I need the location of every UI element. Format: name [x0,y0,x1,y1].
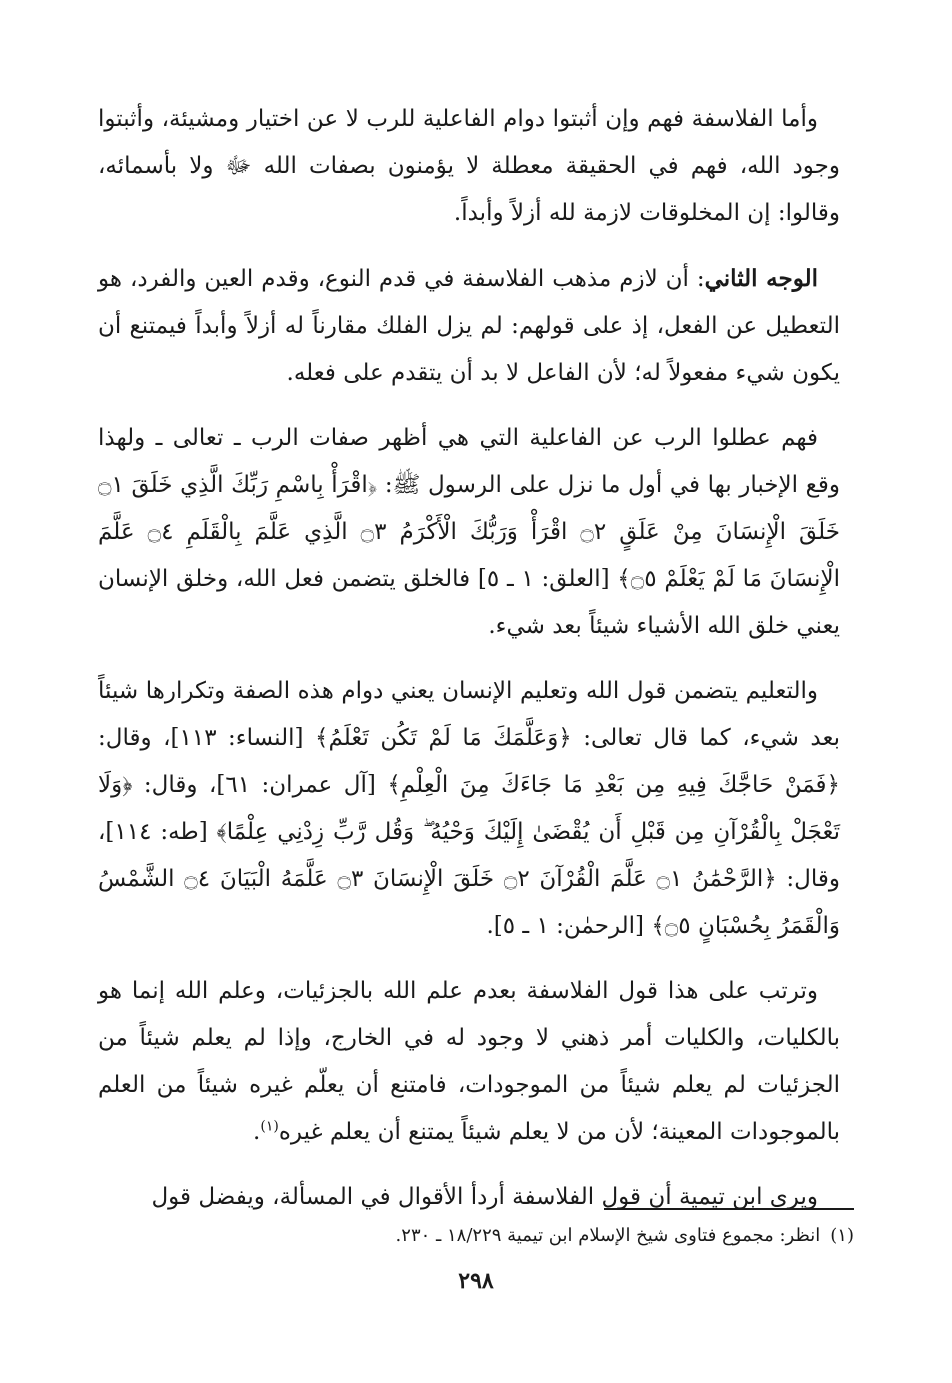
paragraph-5 [98,968,840,1156]
page-body [98,96,840,1239]
footnote-text: انظر: مجموع فتاوى شيخ الإسلام ابن تيمية ١٨/٢٢٩ ـ ٢٣٠. [395,1225,821,1246]
footnote-number: (١) [830,1225,854,1246]
paragraph-5-text: وترتب على هذا قول الفلاسفة بعدم علم الله بالجزئيات، وعلم الله إنما هو بالكليات، والكليات أمر ذهني لا وجود له في الخارج، وإذا لم يعلم شيئاً من الجزئيات لم يعلم شيئاً من الموجودات، فامتنع أن يعلّم غيره شيئاً من العلم بالموجودات المعينة؛ لأن من لا يعلم شيئاً يمتنع أن يعلم غيره [98,978,840,1145]
paragraph-2-text: : أن لازم مذهب الفلاسفة في قدم النوع، وقدم العين والفرد، هو التعطيل عن الفعل، إذ على قولهم: لم يزل الفلك مقارناً له أزلاً وأبداً فيمتنع أن يكون شيء مفعولاً له؛ لأن الفاعل لا بد أن يتقدم على فعله. [98,266,840,386]
paragraph-6-text: ويرى ابن تيمية أن قول الفلاسفة أردأ الأقوال في المسألة، ويفضل قول [151,1184,818,1210]
paragraph-5-tail: . [253,1119,261,1145]
footnote-divider [604,1208,854,1210]
footnote [112,1222,854,1250]
paragraph-6 [98,1174,840,1221]
footnote-reference[interactable]: (١) [260,1118,279,1135]
paragraph-2 [98,255,840,397]
paragraph-1 [98,96,840,237]
page-number: ٢٩٨ [458,1268,494,1294]
paragraph-3-text: فهم عطلوا الرب عن الفاعلية التي هي أظهر صفات الرب ـ تعالى ـ ولهذا وقع الإخبار بها في أول ما نزل على الرسول ﷺ: ﴿اقْرَأْ بِاسْمِ رَبِّكَ الَّذِي خَلَقَ ۝١ خَلَقَ الْإِنسَانَ مِنْ عَلَقٍ ۝٢ اقْرَأْ وَرَبُّكَ الْأَكْرَمُ ۝٣ الَّذِي عَلَّمَ بِالْقَلَمِ ۝٤ عَلَّمَ الْإِنسَانَ مَا لَمْ يَعْلَمْ ۝٥﴾ [العلق: ١ ـ ٥] فالخلق يتضمن فعل الله، وخلق الإنسان يعني خلق الله الأشياء شيئاً بعد شيء. [98,425,840,639]
paragraph-3 [98,415,840,650]
paragraph-4-text: والتعليم يتضمن قول الله وتعليم الإنسان يعني دوام هذه الصفة وتكرارها شيئاً بعد شيء، كما قال تعالى: ﴿وَعَلَّمَكَ مَا لَمْ تَكُن تَعْلَمُ﴾ [النساء: ١١٣]، وقال: ﴿فَمَنْ حَاجَّكَ فِيهِ مِن بَعْدِ مَا جَاءَكَ مِنَ الْعِلْمِ﴾ [آل عمران: ٦١]، وقال: ﴿وَلَا تَعْجَلْ بِالْقُرْآنِ مِن قَبْلِ أَن يُقْضَىٰ إِلَيْكَ وَحْيُهُ ۖ وَقُل رَّبِّ زِدْنِي عِلْمًا﴾ [طه: ١١٤]، وقال: ﴿الرَّحْمَٰنُ ۝١ عَلَّمَ الْقُرْآنَ ۝٢ خَلَقَ الْإِنسَانَ ۝٣ عَلَّمَهُ الْبَيَانَ ۝٤ الشَّمْسُ وَالْقَمَرُ بِحُسْبَانٍ ۝٥﴾ [الرحمٰن: ١ ـ ٥]. [98,678,840,939]
paragraph-2-lead: الوجه الثاني [704,265,818,292]
paragraph-1-text: وأما الفلاسفة فهم وإن أثبتوا دوام الفاعلية للرب لا عن اختيار ومشيئة، وأثبتوا وجود الله، فهم في الحقيقة معطلة لا يؤمنون بصفات الله ﷻ ولا بأسمائه، وقالوا: إن المخلوقات لازمة لله أزلاً وأبداً. [98,106,840,226]
paragraph-4 [98,668,840,950]
